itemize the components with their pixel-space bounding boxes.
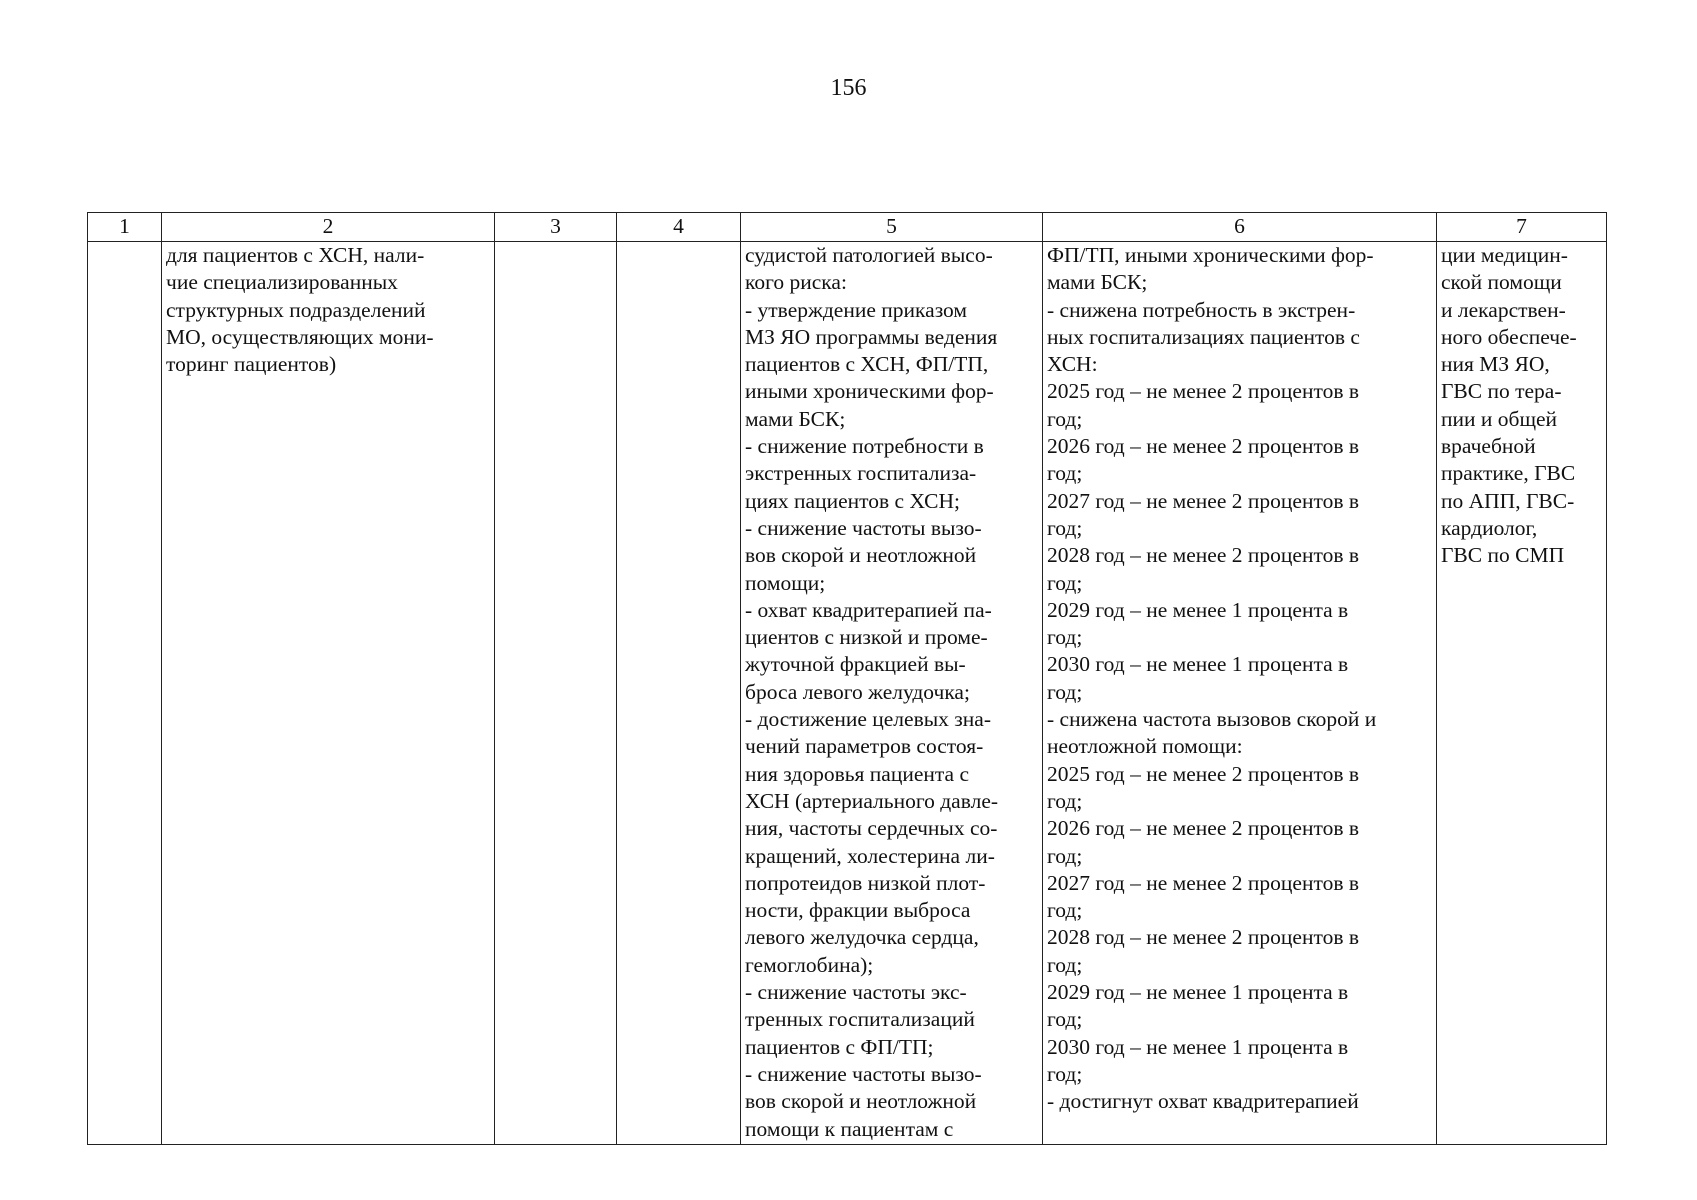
cell-col2 [162,242,495,1145]
cell-col2-text: для пациентов с ХСН, нали- чие специализированных структурных подразделений МО, осуществляющих мони- торинг пациентов) [166,243,434,377]
cell-col5 [741,242,1043,1145]
column-header-5: 5 [741,213,1043,242]
cell-col3 [495,242,617,1145]
cell-col6-text: ФП/ТП, иными хроническими фор- мами БСК; - снижена потребность в экстрен- ных госпитализациях пациентов с ХСН: 2025 год – не менее 2 процентов в год; 2026 год – не менее 2 процентов в год; 2027 год – не менее 2 процентов в год; 2028 год – не менее 2 процентов в год; 2029 год – не менее 1 процента в год; 2030 год – не менее 1 процента в год; - снижена частота вызовов скорой и неотложной помощи: 2025 год – не менее 2 процентов в год; 2026 год – не менее 2 процентов в год; 2027 год – не менее 2 процентов в год; 2028 год – не менее 2 процентов в год; 2029 год – не менее 1 процента в год; 2030 год – не менее 1 процента в год; - достигнут охват квадритерапией [1047,243,1377,1114]
table-header-row [88,213,1607,242]
cell-col1 [88,242,162,1145]
table-row [88,242,1607,1145]
page-number: 156 [830,75,867,101]
cell-col7-text: ции медицин- ской помощи и лекарствен- ного обеспече- ния МЗ ЯО, ГВС по тера- пии и общей врачебной практике, ГВС по АПП, ГВС- кардиолог, ГВС по СМП [1441,243,1577,568]
column-header-2: 2 [162,213,495,242]
column-header-6: 6 [1043,213,1437,242]
cell-col5-text: судистой патологией высо- кого риска: - утверждение приказом МЗ ЯО программы ведения пациентов с ХСН, ФП/ТП, иными хроническими фор- мами БСК; - снижение потребности в экстренных госпитализа- циях пациентов с ХСН; - снижение частоты вызо- вов скорой и неотложной помощи; - охват квадритерапией па- циентов с низкой и проме- жуточной фракцией вы- броса левого желудочка; - достижение целевых зна- чений параметров состоя- ния здоровья пациента с ХСН (артериального давле- ния, частоты сердечных со- кращений, холестерина ли- попротеидов низкой плот- ности, фракции выброса левого желудочка сердца, гемоглобина); - снижение частоты экс- тренных госпитализаций пациентов с ФП/ТП; - снижение частоты вызо- вов скорой и неотложной помощи к пациентам с [745,243,999,1141]
column-header-3: 3 [495,213,617,242]
cell-col7 [1437,242,1607,1145]
column-header-7: 7 [1437,213,1607,242]
cell-col6 [1043,242,1437,1145]
document-table [87,212,1607,1145]
column-header-1: 1 [88,213,162,242]
column-header-4: 4 [617,213,741,242]
cell-col4 [617,242,741,1145]
